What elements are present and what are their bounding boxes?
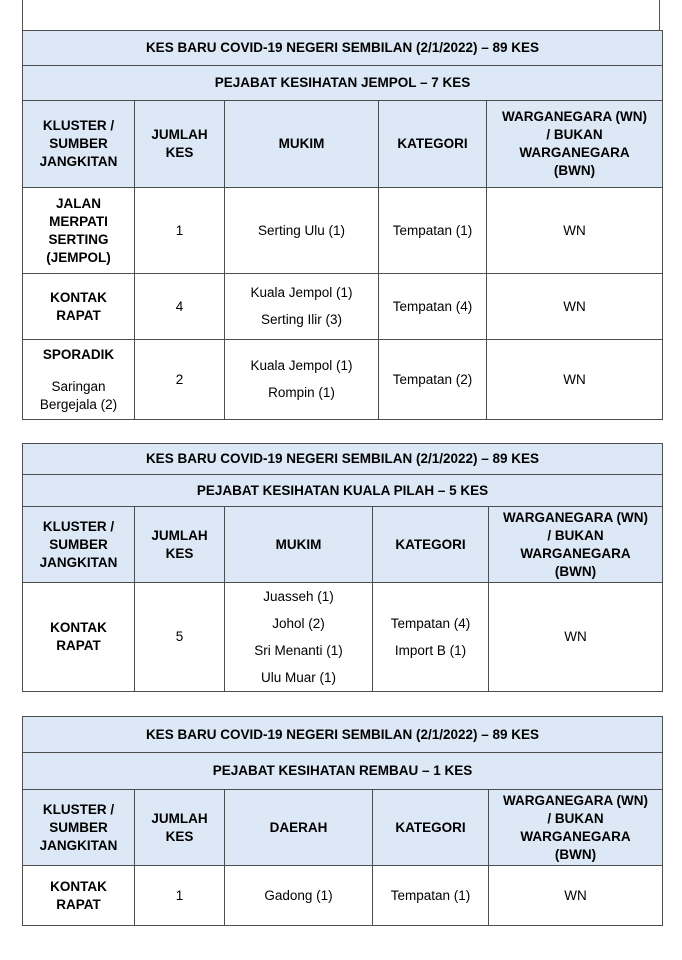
- kategori-cell: Tempatan (4): [379, 274, 487, 340]
- table-row: [23, 274, 663, 340]
- kluster-cell: JALAN MERPATI SERTING (JEMPOL): [23, 188, 135, 274]
- header-kategori: KATEGORI: [373, 507, 489, 583]
- table-row: [23, 583, 663, 692]
- table-row: [23, 866, 663, 926]
- jempol-section: [22, 30, 662, 420]
- header-mukim: MUKIM: [225, 101, 379, 188]
- kuala-pilah-section: [22, 443, 662, 692]
- jempol-report-title: KES BARU COVID-19 NEGERI SEMBILAN (2/1/2022) – 89 KES: [23, 31, 663, 66]
- header-jumlah: JUMLAH KES: [135, 790, 225, 866]
- mukim-cell: Serting Ulu (1): [225, 188, 379, 274]
- jempol-office-title: PEJABAT KESIHATAN JEMPOL – 7 KES: [23, 66, 663, 101]
- header-kategori: KATEGORI: [373, 790, 489, 866]
- rembau-table: [22, 716, 663, 926]
- rembau-section: [22, 716, 662, 926]
- kuala-pilah-table: [22, 443, 663, 692]
- header-daerah: DAERAH: [225, 790, 373, 866]
- header-warganegara: WARGANEGARA (WN) / BUKAN WARGANEGARA (BWN): [489, 790, 663, 866]
- kategori-cell: Tempatan (2): [379, 340, 487, 420]
- kluster-cell: KONTAK RAPAT: [23, 866, 135, 926]
- header-kategori: KATEGORI: [379, 101, 487, 188]
- mukim-cell: Kuala Jempol (1) Rompin (1): [225, 340, 379, 420]
- table-row: [23, 340, 663, 420]
- kluster-cell: KONTAK RAPAT: [23, 274, 135, 340]
- header-jumlah: JUMLAH KES: [135, 507, 225, 583]
- kluster-cell: SPORADIK Saringan Bergejala (2): [23, 340, 135, 420]
- daerah-cell: Gadong (1): [225, 866, 373, 926]
- jumlah-cell: 4: [135, 274, 225, 340]
- jumlah-cell: 1: [135, 866, 225, 926]
- header-kluster: KLUSTER / SUMBER JANGKITAN: [23, 507, 135, 583]
- mukim-cell: Kuala Jempol (1) Serting Ilir (3): [225, 274, 379, 340]
- header-warganegara: WARGANEGARA (WN) / BUKAN WARGANEGARA (BWN): [487, 101, 663, 188]
- jumlah-cell: 5: [135, 583, 225, 692]
- rembau-office-title: PEJABAT KESIHATAN REMBAU – 1 KES: [23, 753, 663, 790]
- jempol-table: [22, 30, 663, 420]
- kategori-cell: Tempatan (1): [373, 866, 489, 926]
- header-kluster: KLUSTER / SUMBER JANGKITAN: [23, 790, 135, 866]
- page-top-edge: [22, 0, 660, 30]
- kategori-cell: Tempatan (1): [379, 188, 487, 274]
- header-warganegara: WARGANEGARA (WN) / BUKAN WARGANEGARA (BWN): [489, 507, 663, 583]
- mukim-cell: Juasseh (1) Johol (2) Sri Menanti (1) Ulu Muar (1): [225, 583, 373, 692]
- jumlah-cell: 1: [135, 188, 225, 274]
- warganegara-cell: WN: [489, 583, 663, 692]
- header-kluster: KLUSTER / SUMBER JANGKITAN: [23, 101, 135, 188]
- rembau-report-title: KES BARU COVID-19 NEGERI SEMBILAN (2/1/2022) – 89 KES: [23, 717, 663, 753]
- warganegara-cell: WN: [487, 340, 663, 420]
- header-mukim: MUKIM: [225, 507, 373, 583]
- kuala-pilah-report-title: KES BARU COVID-19 NEGERI SEMBILAN (2/1/2022) – 89 KES: [23, 444, 663, 475]
- warganegara-cell: WN: [489, 866, 663, 926]
- kategori-cell: Tempatan (4) Import B (1): [373, 583, 489, 692]
- jumlah-cell: 2: [135, 340, 225, 420]
- table-row: [23, 188, 663, 274]
- warganegara-cell: WN: [487, 188, 663, 274]
- warganegara-cell: WN: [487, 274, 663, 340]
- kluster-cell: KONTAK RAPAT: [23, 583, 135, 692]
- kuala-pilah-office-title: PEJABAT KESIHATAN KUALA PILAH – 5 KES: [23, 475, 663, 507]
- header-jumlah: JUMLAH KES: [135, 101, 225, 188]
